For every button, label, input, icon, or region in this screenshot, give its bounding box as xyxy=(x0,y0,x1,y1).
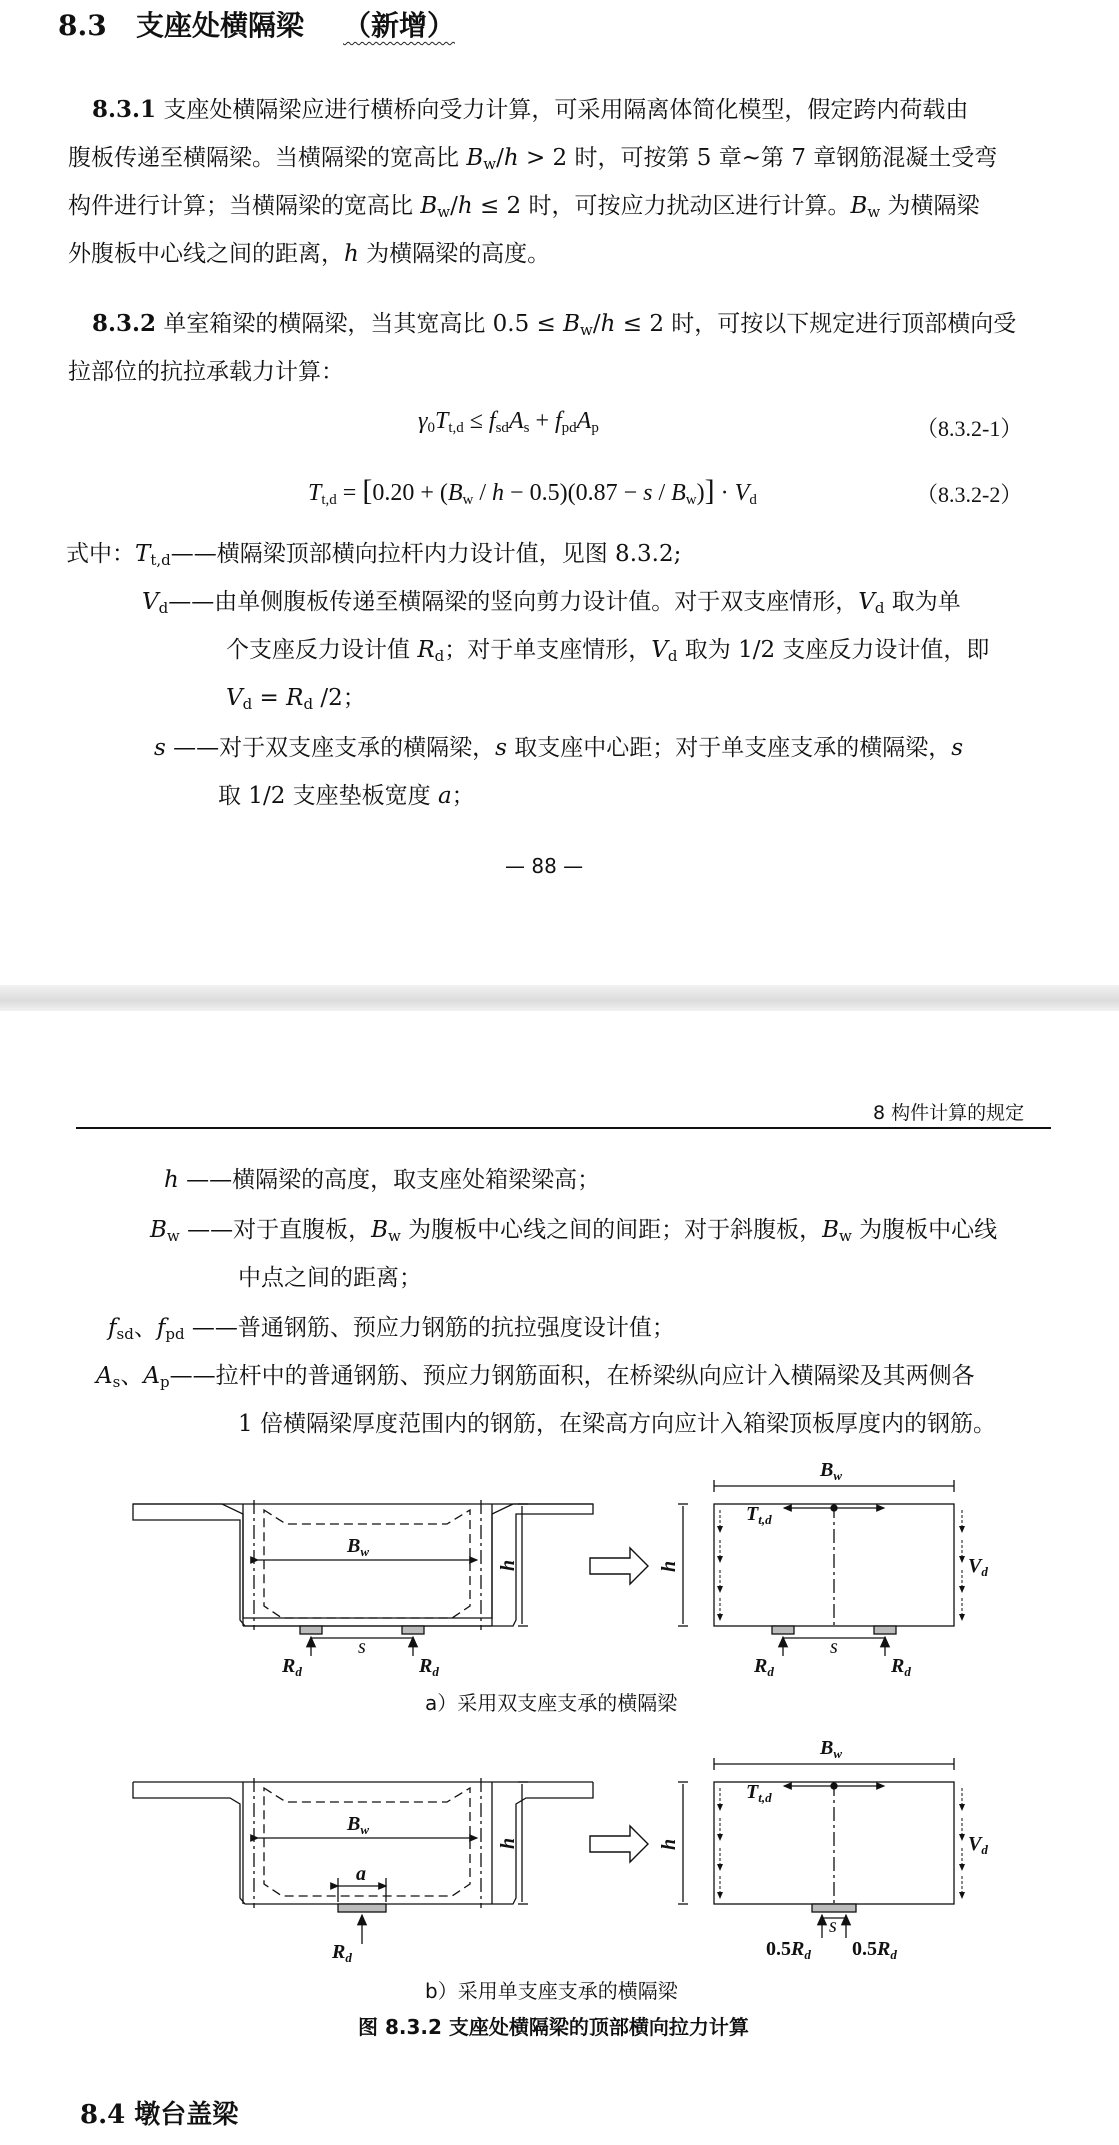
definition-text: ——对于直腹板， xyxy=(187,1217,372,1243)
text-line: > 2 时，可按第 5 章~第 7 章钢筋混凝土受弯 xyxy=(518,145,998,171)
definition-lead: 式中： xyxy=(66,541,135,567)
figure-title: 图 8.3.2 支座处横隔梁的顶部横向拉力计算 xyxy=(358,2015,749,2039)
svg-text:0.5Rd: $0.5R_d$ xyxy=(852,1938,897,1962)
equation-8-3-2-1: $\gamma_0T_{t,d} \le f_{sd}A_s + f_{pd}A_p$ xyxy=(418,408,599,436)
text-line: 拉部位的抗拉承载力计算： xyxy=(68,359,344,385)
svg-text:a: a xyxy=(356,1863,366,1885)
section-heading-8-4 xyxy=(80,2094,238,2131)
shear-arrows-b xyxy=(720,1788,962,1898)
text-line: 构件进行计算；当横隔梁的宽高比 xyxy=(68,193,421,219)
diagram-a-fb-labels xyxy=(658,1459,988,1679)
diagram-a-free-body xyxy=(678,1480,954,1656)
svg-text:s: s xyxy=(830,1636,838,1658)
svg-text:Tt,d: $T_{t,d}$ xyxy=(746,1781,772,1805)
definition-text: 个支座反力设计值 xyxy=(226,637,418,663)
diagram-b-labels xyxy=(331,1813,519,1965)
definition-v: $V_d——$由单侧腹板传递至横隔梁的竖向剪力设计值。对于双支座情形，$V_d$ 取为单 xyxy=(142,589,961,617)
text-line: 为横隔梁 xyxy=(880,193,980,219)
section-tag: （新增） xyxy=(342,9,455,42)
svg-text:Bw: $B_w$ xyxy=(820,1459,843,1483)
shear-arrows-a xyxy=(720,1510,962,1620)
equation-8-3-2-2: $T_{t,d} = [0.20 + (B_w / h - 0.5)(0.87 - s / B_w)] \cdot V_d$ xyxy=(308,474,757,508)
svg-text:Rd: $R_d$ xyxy=(754,1655,774,1679)
definition-a: $A_s$、$A_p——$拉杆中的普通钢筋、预应力钢筋面积，在桥梁纵向应计入横隔梁及其两侧各 xyxy=(96,1363,975,1391)
section-number: 8.4 xyxy=(80,2100,126,2130)
transform-arrow-a xyxy=(590,1548,648,1584)
definition-text: 取为 1/2 支座反力设计值，即 xyxy=(677,637,990,663)
svg-text:Bw: $B_w$ xyxy=(347,1535,370,1559)
definition-v-cont: $V_d = R_d$ /2； xyxy=(226,685,366,713)
diagram-a-box-section xyxy=(133,1500,593,1656)
definition-text: ——横隔梁的高度，取支座处箱梁梁高； xyxy=(186,1167,601,1193)
definition-text: 取支座中心距；对于单支座支承的横隔梁， xyxy=(506,735,952,761)
text-line: 外腹板中心线之间的距离， xyxy=(68,241,344,267)
transform-arrow-b xyxy=(590,1826,648,1862)
definition-f: $f_{sd}$、$f_{pd}$ ——普通钢筋、预应力钢筋的抗拉强度设计值； xyxy=(108,1315,675,1343)
svg-text:h: h xyxy=(497,1559,519,1571)
diagram-b-free-body xyxy=(678,1758,954,1938)
svg-text:h: h xyxy=(658,1560,680,1572)
diagram-a-labels xyxy=(281,1535,519,1679)
text-line: ≤ 2 时，可按以下规定进行顶部横向受 xyxy=(615,311,1017,337)
definition-text: /2； xyxy=(313,685,366,711)
paragraph-8-3-1: 8.3.1 支座处横隔梁应进行横桥向受力计算，可采用隔离体简化模型，假定跨内荷载由 腹板传递至横隔梁。当横隔梁的宽高比 $B_w/h > 2$ 时，可按第 5 章~第 7 章钢筋混凝土受弯 构件进行计算；当横隔梁的宽高比 $B_w/h \le 2$ 时，可按应力扰动区进行计算。$B_w$ 为横隔梁 外腹板中心线之间的距离，h 为横隔梁的高度。 xyxy=(68,96,998,267)
diagram-b-fb-labels xyxy=(658,1737,988,1962)
svg-text:Bw: $B_w$ xyxy=(347,1813,370,1837)
svg-text:Rd: $R_d$ xyxy=(282,1655,302,1679)
definition-text: 取为单 xyxy=(884,589,961,615)
definition-text: 取 1/2 支座垫板宽度 xyxy=(218,783,438,809)
svg-text:Vd: $V_d$ xyxy=(968,1555,988,1579)
svg-text:s: s xyxy=(829,1915,837,1937)
definition-text: ——由单侧腹板传递至横隔梁的竖向剪力设计值。对于双支座情形， xyxy=(168,589,859,615)
definition-text: ——横隔梁顶部横向拉杆内力设计值，见图 8.3.2; xyxy=(170,541,682,567)
definition-h: h ——横隔梁的高度，取支座处箱梁梁高； xyxy=(164,1167,601,1193)
svg-text:Tt,d: $T_{t,d}$ xyxy=(746,1503,772,1527)
figure-caption-a: a）采用双支座支承的横隔梁 xyxy=(425,1691,678,1715)
svg-text:0.5Rd: $0.5R_d$ xyxy=(766,1938,811,1962)
svg-text:Rd: $R_d$ xyxy=(891,1655,911,1679)
section-title: 支座处横隔梁 xyxy=(135,9,304,42)
figure-8-3-2 xyxy=(0,1440,1119,2050)
definition-bw-cont xyxy=(238,1254,422,1302)
clause-number: 8.3.2 xyxy=(92,310,157,337)
svg-text:Vd: $V_d$ xyxy=(968,1833,988,1857)
definition-text: ；对于单支座情形， xyxy=(444,637,652,663)
definition-text: 1 倍横隔梁厚度范围内的钢筋，在梁高方向应计入箱梁顶板厚度内的钢筋。 xyxy=(238,1411,996,1437)
paragraph-8-3-2: 8.3.2 单室箱梁的横隔梁，当其宽高比 $0.5 \le B_w/h \le 2$ 时，可按以下规定进行顶部横向受 拉部位的抗拉承载力计算： xyxy=(68,300,1043,396)
definition-text: ——普通钢筋、预应力钢筋的抗拉强度设计值； xyxy=(191,1315,675,1341)
header-rule xyxy=(76,1127,1051,1129)
definition-bw: $B_w$ ——对于直腹板，$B_w$ 为腹板中心线之间的间距；对于斜腹板，$B_w$ 为腹板中心线 xyxy=(150,1217,998,1245)
text-line: 支座处横隔梁应进行横桥向受力计算，可采用隔离体简化模型，假定跨内荷载由 xyxy=(163,97,969,123)
definition-text: 为腹板中心线 xyxy=(851,1217,998,1243)
definition-s-cont: 取 1/2 支座垫板宽度 a； xyxy=(218,783,475,809)
svg-text:h: h xyxy=(658,1838,680,1850)
page-number: — 88 — xyxy=(505,854,584,878)
text-line: 腹板传递至横隔梁。当横隔梁的宽高比 xyxy=(68,145,467,171)
definition-t: 式中：$T_{t,d}——$横隔梁顶部横向拉杆内力设计值，见图 8.3.2; xyxy=(66,541,682,569)
svg-text:s: s xyxy=(358,1636,366,1658)
text-line: ≤ 2 时，可按应力扰动区进行计算。 xyxy=(472,193,851,219)
text-line: 单室箱梁的横隔梁，当其宽高比 0.5 ≤ xyxy=(163,311,564,337)
svg-text:Bw: $B_w$ xyxy=(820,1737,843,1761)
diagram-b-box-section xyxy=(133,1778,593,1944)
page-separator xyxy=(0,985,1119,1011)
svg-text:h: h xyxy=(497,1837,519,1849)
text-line: 为横隔梁的高度。 xyxy=(358,241,551,267)
definition-v-cont: 个支座反力设计值 $R_d$；对于单支座情形，$V_d$ 取为 1/2 支座反力设计值，即 xyxy=(226,637,990,665)
definition-text: ——拉杆中的普通钢筋、预应力钢筋面积，在桥梁纵向应计入横隔梁及其两侧各 xyxy=(169,1363,975,1389)
running-header: 8 构件计算的规定 xyxy=(873,1102,1025,1124)
svg-text:Rd: $R_d$ xyxy=(419,1655,439,1679)
clause-number: 8.3.1 xyxy=(92,96,157,123)
definition-text: ——对于双支座支承的横隔梁， xyxy=(173,735,496,761)
section-title: 墩台盖梁 xyxy=(134,2100,239,2130)
section-number: 8.3 xyxy=(58,9,107,42)
equation-number: （8.3.2-2） xyxy=(916,482,1023,507)
equation-number: （8.3.2-1） xyxy=(916,416,1023,441)
section-heading-8-3 xyxy=(58,4,455,44)
svg-text:Rd: $R_d$ xyxy=(332,1941,352,1965)
definition-s: s ——对于双支座支承的横隔梁，s 取支座中心距；对于单支座支承的横隔梁，s xyxy=(154,735,964,761)
definition-text: 为腹板中心线之间的间距；对于斜腹板， xyxy=(400,1217,823,1243)
definition-text: 中点之间的距离； xyxy=(238,1265,422,1291)
figure-caption-b: b）采用单支座支承的横隔梁 xyxy=(425,1979,678,2003)
